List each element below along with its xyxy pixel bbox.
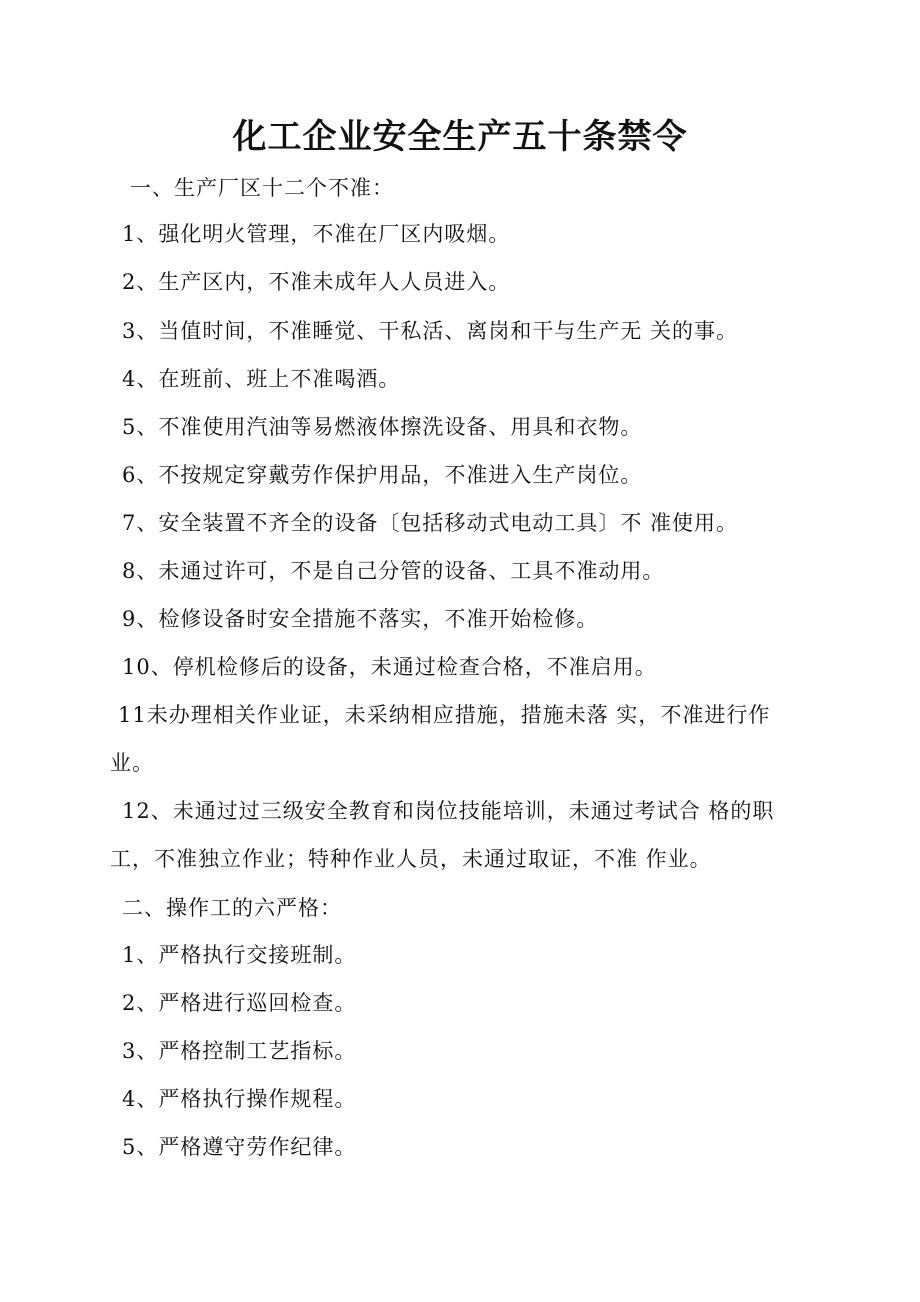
section1-item-6: 6、不按规定穿戴劳作保护用品，不准进入生产岗位。 (122, 463, 643, 487)
section2-item-5: 5、严格遵守劳作纪律。 (122, 1135, 357, 1159)
section1-item-5: 5、不准使用汽油等易燃液体擦洗设备、用具和衣物。 (122, 415, 643, 439)
section2-item-3: 3、严格控制工艺指标。 (122, 1039, 357, 1063)
section1-item-10: 10、停机检修后的设备，未通过检查合格，不准启用。 (122, 655, 657, 679)
section1-item-11-line2: 业。 (110, 751, 154, 775)
section2-heading: 二、操作工的六严格： (122, 896, 342, 920)
section2-item-1: 1、严格执行交接班制。 (122, 943, 357, 967)
section1-item-7: 7、安全装置不齐全的设备〔包括移动式电动工具〕不 准使用。 (122, 511, 739, 535)
section1-item-9: 9、检修设备时安全措施不落实，不准开始检修。 (122, 607, 599, 631)
section1-item-12-line1: 12、未通过过三级安全教育和岗位技能培训，未通过考试合 格的职 (122, 799, 775, 823)
section1-item-2: 2、生产区内，不准未成年人人员进入。 (122, 270, 511, 294)
section1-item-12-line2: 工，不准独立作业；特种作业人员，未通过取证，不准 作业。 (110, 847, 712, 871)
section1-item-8: 8、未通过许可，不是自己分管的设备、工具不准动用。 (122, 559, 665, 583)
section1-item-11-line1: 11未办理相关作业证，未采纳相应措施，措施未落 实，不准进行作 (118, 703, 771, 727)
section1-item-4: 4、在班前、班上不准喝酒。 (122, 367, 401, 391)
section2-item-4: 4、严格执行操作规程。 (122, 1087, 357, 1111)
document-title: 化工企业安全生产五十条禁令 (232, 117, 688, 157)
section1-item-1: 1、强化明火管理，不准在厂区内吸烟。 (122, 222, 511, 246)
section1-heading: 一、生产厂区十二个不准： (130, 176, 394, 200)
section2-item-2: 2、严格进行巡回检查。 (122, 991, 357, 1015)
section1-item-3: 3、当值时间，不准睡觉、干私活、离岗和干与生产无 关的事。 (122, 319, 739, 343)
